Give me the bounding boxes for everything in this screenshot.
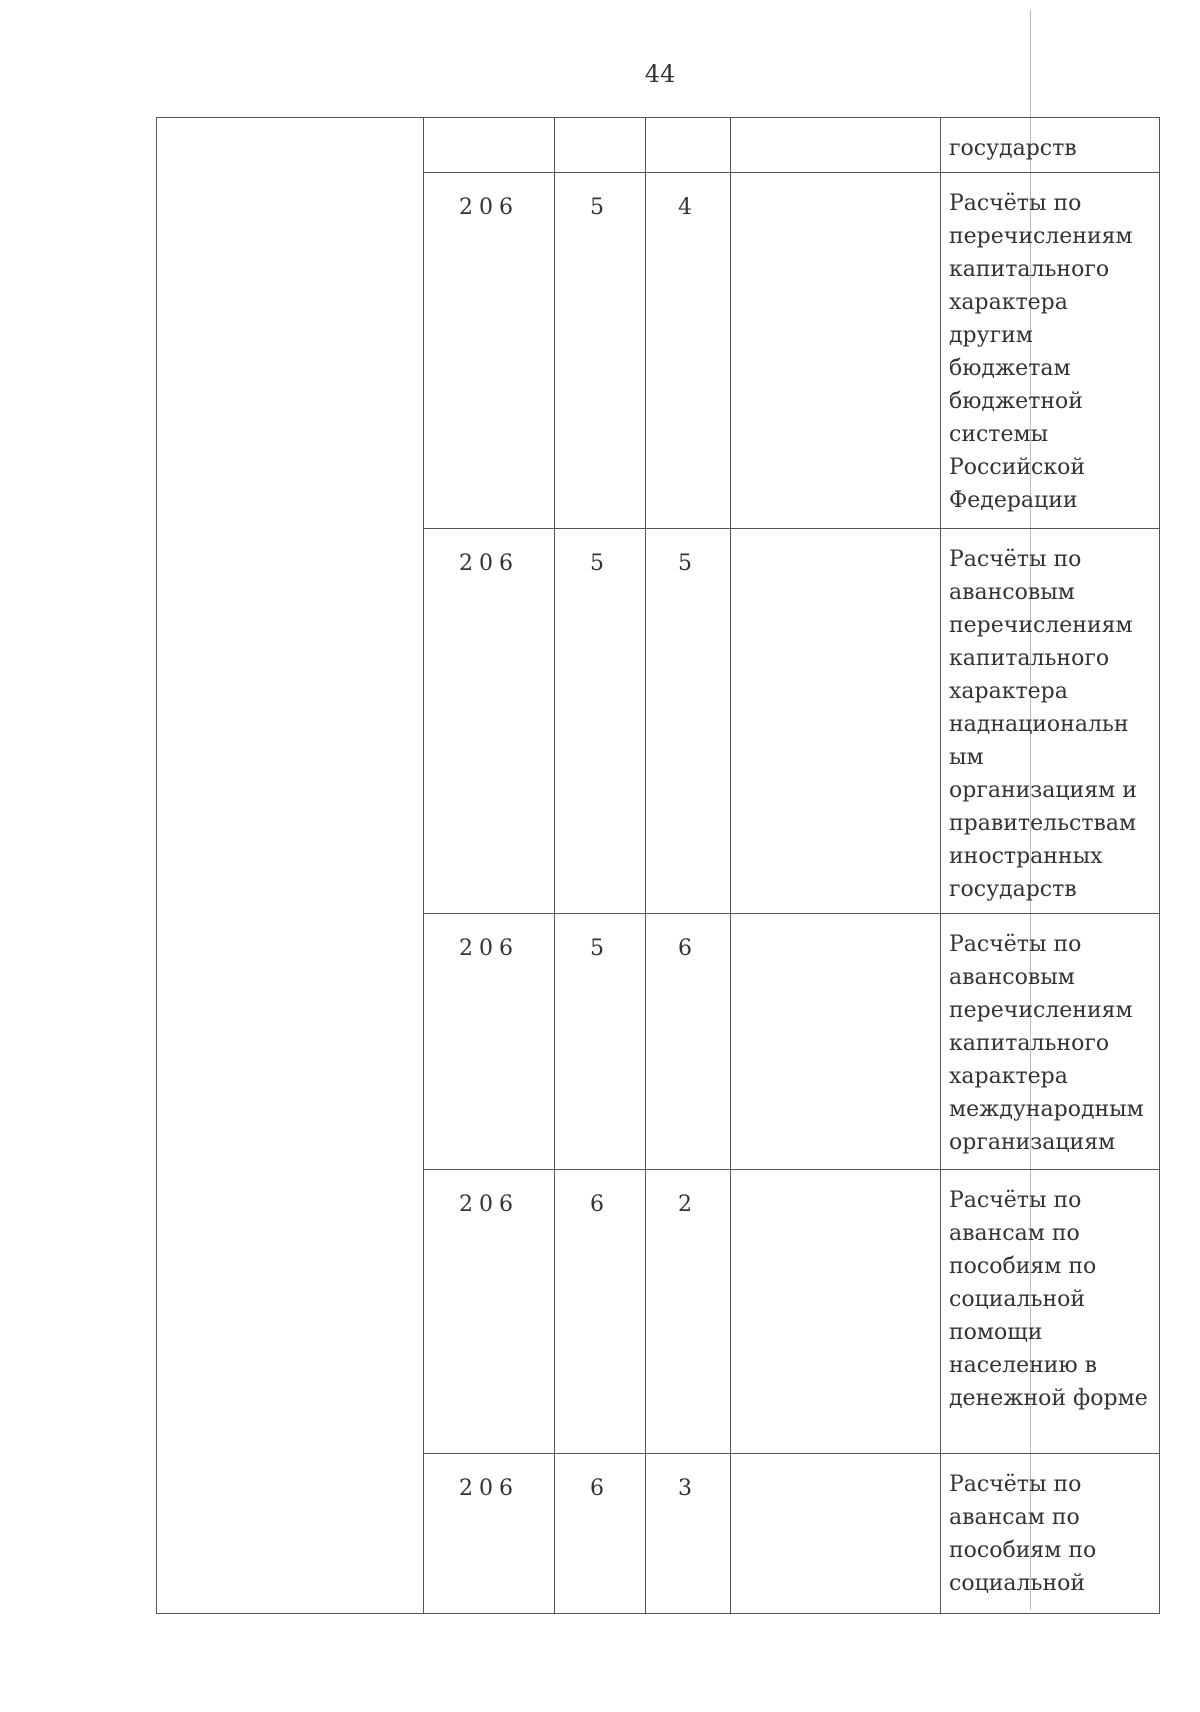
cell-account: 206 bbox=[424, 1170, 555, 1454]
cell-description: Расчёты по авансам по пособиям по социальной bbox=[941, 1454, 1160, 1614]
cell-group bbox=[555, 118, 646, 173]
cell-empty bbox=[731, 914, 941, 1170]
cell-account bbox=[424, 118, 555, 173]
cell-description: Расчёты по авансовым перечислениям капитального характера международным организациям bbox=[941, 914, 1160, 1170]
cell-empty bbox=[731, 1170, 941, 1454]
cell-empty bbox=[731, 173, 941, 529]
cell-group: 6 bbox=[555, 1454, 646, 1614]
cell-subgroup: 2 bbox=[646, 1170, 731, 1454]
cell-group: 6 bbox=[555, 1170, 646, 1454]
accounts-table bbox=[156, 117, 1160, 1614]
cell-description: государств bbox=[941, 118, 1160, 173]
cell-group: 5 bbox=[555, 529, 646, 914]
cell-description: Расчёты по перечислениям капитального характера другим бюджетам бюджетной системы Российской Федерации bbox=[941, 173, 1160, 529]
cell-group: 5 bbox=[555, 914, 646, 1170]
cell-account: 206 bbox=[424, 914, 555, 1170]
cell-subgroup: 3 bbox=[646, 1454, 731, 1614]
cell-description: Расчёты по авансам по пособиям по социальной помощи населению в денежной форме bbox=[941, 1170, 1160, 1454]
table-row bbox=[157, 118, 1160, 173]
cell-empty bbox=[731, 529, 941, 914]
cell-description: Расчёты по авансовым перечислениям капитального характера наднациональн ым организациям и правительствам иностранных государств bbox=[941, 529, 1160, 914]
merged-empty-cell bbox=[157, 118, 424, 1614]
cell-account: 206 bbox=[424, 1454, 555, 1614]
cell-subgroup: 6 bbox=[646, 914, 731, 1170]
cell-empty bbox=[731, 118, 941, 173]
cell-subgroup: 5 bbox=[646, 529, 731, 914]
cell-group: 5 bbox=[555, 173, 646, 529]
cell-account: 206 bbox=[424, 529, 555, 914]
cell-subgroup: 4 bbox=[646, 173, 731, 529]
page-number: 44 bbox=[644, 60, 676, 88]
cell-empty bbox=[731, 1454, 941, 1614]
cell-subgroup bbox=[646, 118, 731, 173]
cell-account: 206 bbox=[424, 173, 555, 529]
